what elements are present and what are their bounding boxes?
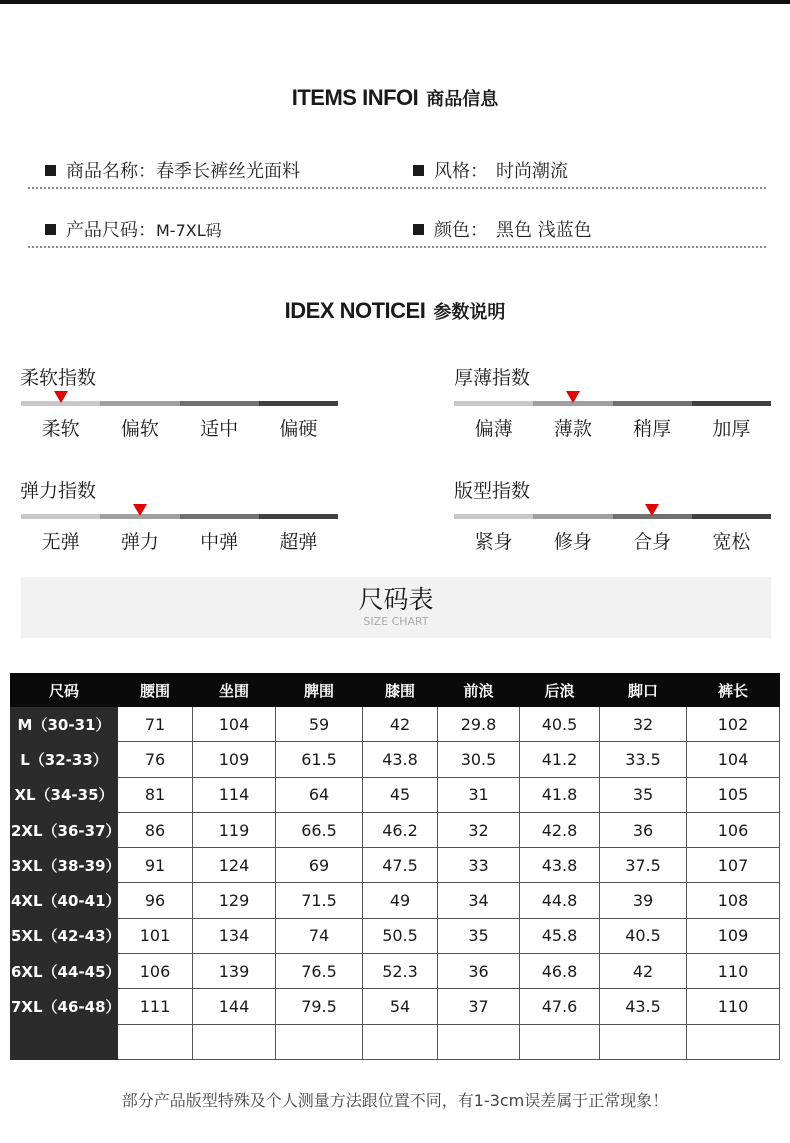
size-table xyxy=(10,673,780,1060)
measurement-cell: 32 xyxy=(600,707,687,742)
measurement-cell: 81 xyxy=(118,777,193,812)
size-label-cell: XL（34-35） xyxy=(11,777,118,812)
scale-option: 偏软 xyxy=(120,418,159,440)
index-notice-title-en: IDEX NOTICEI xyxy=(284,298,426,323)
measurement-cell: 42.8 xyxy=(520,812,600,847)
measurement-cell: 50.5 xyxy=(363,918,438,953)
scale-option: 中弹 xyxy=(200,531,239,553)
measurement-cell: 111 xyxy=(118,989,193,1024)
measurement-cell: 41.2 xyxy=(520,742,600,777)
elasticity-scale-bar xyxy=(21,514,338,519)
table-row xyxy=(11,742,780,777)
info-label: 商品名称： xyxy=(66,161,156,182)
size-chart-subtitle: SIZE CHART xyxy=(363,615,429,628)
table-row xyxy=(11,812,780,847)
fit-scale-title: 版型指数 xyxy=(454,480,531,502)
measurement-cell: 40.5 xyxy=(520,707,600,742)
scale-option: 修身 xyxy=(553,531,592,553)
measurement-cell: 42 xyxy=(363,707,438,742)
measurement-cell: 96 xyxy=(118,883,193,918)
measurement-cell: 46.8 xyxy=(520,954,600,989)
info-item-color xyxy=(413,216,592,242)
measurement-cell: 76 xyxy=(118,742,193,777)
table-header-row xyxy=(11,674,780,707)
size-label-cell: 3XL（38-39） xyxy=(11,848,118,883)
fit-scale-labels xyxy=(454,527,771,554)
selection-marker-icon xyxy=(645,504,659,516)
empty-table-row xyxy=(11,1024,780,1059)
index-notice-heading xyxy=(0,298,790,324)
size-label-cell xyxy=(11,1024,118,1059)
size-label-cell: 6XL（44-45） xyxy=(11,954,118,989)
measurement-cell: 37 xyxy=(438,989,520,1024)
scale-segment xyxy=(454,401,533,406)
measurement-cell: 129 xyxy=(193,883,276,918)
scale-option: 稍厚 xyxy=(633,418,672,440)
size-label-cell: 4XL（40-41） xyxy=(11,883,118,918)
measurement-cell: 33.5 xyxy=(600,742,687,777)
measurement-cell: 105 xyxy=(687,777,780,812)
measurement-cell: 43.5 xyxy=(600,989,687,1024)
column-header: 脚口 xyxy=(600,674,687,707)
scale-option: 柔软 xyxy=(41,418,80,440)
scale-segment xyxy=(692,514,771,519)
measurement-cell: 109 xyxy=(687,918,780,953)
measurement-cell xyxy=(687,1024,780,1059)
measurement-cell xyxy=(600,1024,687,1059)
scale-segment xyxy=(180,401,259,406)
measurement-cell: 71 xyxy=(118,707,193,742)
square-bullet-icon xyxy=(45,165,56,176)
measurement-cell: 134 xyxy=(193,918,276,953)
measurement-cell: 110 xyxy=(687,954,780,989)
table-row xyxy=(11,848,780,883)
fit-scale-bar xyxy=(454,514,771,519)
info-label: 产品尺码： xyxy=(66,220,156,241)
items-info-title-cn: 商品信息 xyxy=(426,89,499,110)
measurement-cell: 47.6 xyxy=(520,989,600,1024)
scale-option: 紧身 xyxy=(474,531,513,553)
measurement-cell: 64 xyxy=(276,777,363,812)
measurement-footnote: 部分产品版型特殊及个人测量方法跟位置不同，有1-3cm误差属于正常现象！ xyxy=(121,1091,669,1110)
column-header: 脾围 xyxy=(276,674,363,707)
measurement-cell: 66.5 xyxy=(276,812,363,847)
scale-segment xyxy=(259,514,338,519)
size-label-cell: 5XL（42-43） xyxy=(11,918,118,953)
scale-segment xyxy=(613,401,692,406)
scale-option: 宽松 xyxy=(712,531,751,553)
measurement-cell: 104 xyxy=(687,742,780,777)
scale-segment xyxy=(21,514,100,519)
measurement-cell: 34 xyxy=(438,883,520,918)
size-table-body xyxy=(11,707,780,1060)
measurement-cell: 107 xyxy=(687,848,780,883)
measurement-cell: 69 xyxy=(276,848,363,883)
square-bullet-icon xyxy=(413,224,424,235)
table-row xyxy=(11,989,780,1024)
thickness-scale-title: 厚薄指数 xyxy=(454,367,531,389)
measurement-cell: 91 xyxy=(118,848,193,883)
measurement-cell: 101 xyxy=(118,918,193,953)
measurement-cell: 36 xyxy=(438,954,520,989)
scale-segment xyxy=(533,514,612,519)
thickness-scale-bar xyxy=(454,401,771,406)
column-header: 腰围 xyxy=(118,674,193,707)
measurement-cell: 35 xyxy=(438,918,520,953)
measurement-cell: 71.5 xyxy=(276,883,363,918)
scale-segment xyxy=(692,401,771,406)
measurement-cell: 59 xyxy=(276,707,363,742)
table-row xyxy=(11,954,780,989)
measurement-cell: 110 xyxy=(687,989,780,1024)
measurement-cell: 33 xyxy=(438,848,520,883)
measurement-cell: 45 xyxy=(363,777,438,812)
measurement-cell: 61.5 xyxy=(276,742,363,777)
selection-marker-icon xyxy=(133,504,147,516)
measurement-cell: 40.5 xyxy=(600,918,687,953)
info-value: 时尚潮流 xyxy=(496,161,568,182)
measurement-cell: 114 xyxy=(193,777,276,812)
measurement-cell: 44.8 xyxy=(520,883,600,918)
measurement-cell xyxy=(520,1024,600,1059)
dotted-divider xyxy=(28,187,766,189)
measurement-cell: 41.8 xyxy=(520,777,600,812)
scale-option: 适中 xyxy=(200,418,239,440)
elasticity-scale-title: 弹力指数 xyxy=(20,480,97,502)
measurement-cell: 108 xyxy=(687,883,780,918)
items-info-heading xyxy=(0,85,790,111)
measurement-cell: 54 xyxy=(363,989,438,1024)
square-bullet-icon xyxy=(413,165,424,176)
scale-option: 弹力 xyxy=(120,531,159,553)
measurement-cell: 43.8 xyxy=(520,848,600,883)
softness-scale-labels xyxy=(21,414,338,441)
size-label-cell: 7XL（46-48） xyxy=(11,989,118,1024)
info-item-size xyxy=(45,216,222,242)
thickness-scale-labels xyxy=(454,414,771,441)
measurement-cell: 86 xyxy=(118,812,193,847)
measurement-cell xyxy=(193,1024,276,1059)
measurement-cell: 76.5 xyxy=(276,954,363,989)
measurement-cell: 32 xyxy=(438,812,520,847)
table-row xyxy=(11,883,780,918)
measurement-cell: 52.3 xyxy=(363,954,438,989)
scale-option: 薄款 xyxy=(553,418,592,440)
measurement-cell: 104 xyxy=(193,707,276,742)
selection-marker-icon xyxy=(54,391,68,403)
measurement-cell: 30.5 xyxy=(438,742,520,777)
measurement-cell: 106 xyxy=(687,812,780,847)
measurement-cell: 42 xyxy=(600,954,687,989)
column-header: 膝围 xyxy=(363,674,438,707)
measurement-cell: 139 xyxy=(193,954,276,989)
square-bullet-icon xyxy=(45,224,56,235)
info-value: 黑色 浅蓝色 xyxy=(496,220,592,241)
scale-option: 加厚 xyxy=(712,418,751,440)
index-notice-title-cn: 参数说明 xyxy=(433,302,506,323)
size-label-cell: 2XL（36-37） xyxy=(11,812,118,847)
measurement-cell xyxy=(118,1024,193,1059)
info-label: 颜色： xyxy=(434,220,488,241)
measurement-cell: 102 xyxy=(687,707,780,742)
measurement-cell: 106 xyxy=(118,954,193,989)
measurement-cell: 74 xyxy=(276,918,363,953)
measurement-cell xyxy=(276,1024,363,1059)
measurement-cell xyxy=(363,1024,438,1059)
measurement-cell: 36 xyxy=(600,812,687,847)
size-chart-banner xyxy=(21,577,771,638)
measurement-cell: 124 xyxy=(193,848,276,883)
measurement-cell: 119 xyxy=(193,812,276,847)
scale-segment xyxy=(180,514,259,519)
selection-marker-icon xyxy=(566,391,580,403)
items-info-title-en: ITEMS INFOI xyxy=(291,85,419,110)
measurement-cell: 29.8 xyxy=(438,707,520,742)
measurement-cell: 144 xyxy=(193,989,276,1024)
scale-segment xyxy=(454,514,533,519)
measurement-cell: 45.8 xyxy=(520,918,600,953)
measurement-cell: 31 xyxy=(438,777,520,812)
scale-option: 偏硬 xyxy=(279,418,318,440)
column-header: 坐围 xyxy=(193,674,276,707)
measurement-cell: 49 xyxy=(363,883,438,918)
measurement-cell: 109 xyxy=(193,742,276,777)
measurement-cell: 46.2 xyxy=(363,812,438,847)
column-header: 裤长 xyxy=(687,674,780,707)
table-row xyxy=(11,918,780,953)
info-value: 春季长裤丝光面料 xyxy=(156,161,300,182)
scale-option: 无弹 xyxy=(41,531,80,553)
measurement-cell: 37.5 xyxy=(600,848,687,883)
measurement-cell: 47.5 xyxy=(363,848,438,883)
measurement-cell: 43.8 xyxy=(363,742,438,777)
info-label: 风格： xyxy=(434,161,488,182)
table-row xyxy=(11,707,780,742)
dotted-divider xyxy=(28,246,766,248)
column-header: 后浪 xyxy=(520,674,600,707)
top-divider xyxy=(0,0,790,4)
scale-option: 合身 xyxy=(633,531,672,553)
measurement-cell xyxy=(438,1024,520,1059)
scale-option: 超弹 xyxy=(279,531,318,553)
scale-segment xyxy=(100,401,179,406)
size-label-cell: M（30-31） xyxy=(11,707,118,742)
column-header: 尺码 xyxy=(11,674,118,707)
measurement-cell: 79.5 xyxy=(276,989,363,1024)
softness-scale-bar xyxy=(21,401,338,406)
info-value: M-7XL码 xyxy=(156,221,222,240)
size-chart-title: 尺码表 xyxy=(358,585,434,614)
info-item-style xyxy=(413,157,568,183)
measurement-cell: 35 xyxy=(600,777,687,812)
table-row xyxy=(11,777,780,812)
info-item-name xyxy=(45,157,300,183)
measurement-cell: 39 xyxy=(600,883,687,918)
scale-segment xyxy=(259,401,338,406)
softness-scale-title: 柔软指数 xyxy=(20,367,97,389)
elasticity-scale-labels xyxy=(21,527,338,554)
size-label-cell: L（32-33） xyxy=(11,742,118,777)
column-header: 前浪 xyxy=(438,674,520,707)
scale-option: 偏薄 xyxy=(474,418,513,440)
